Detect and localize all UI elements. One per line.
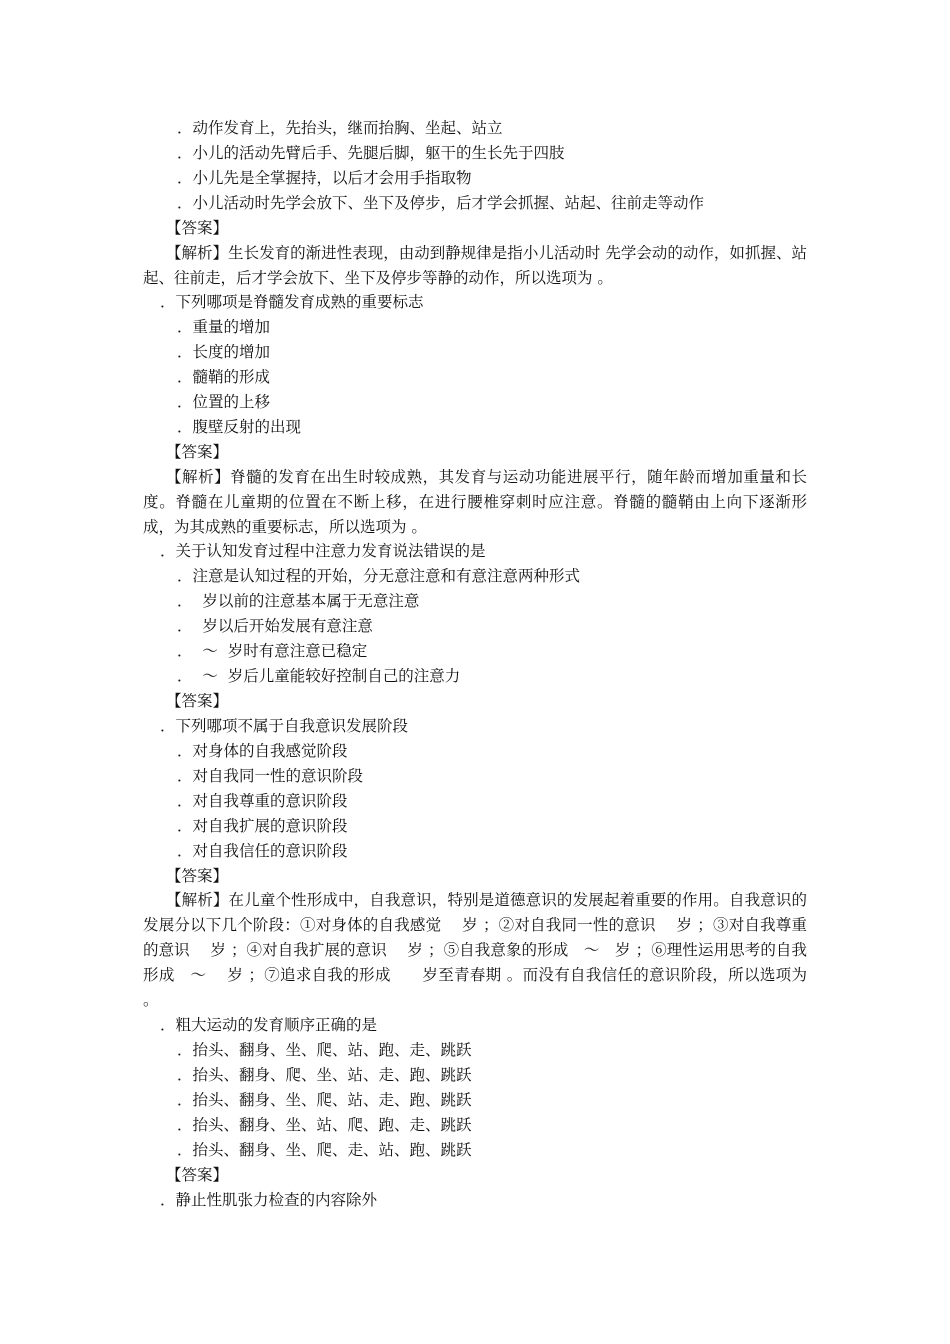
answer-label: 【答案】 xyxy=(166,692,229,710)
option-line: ．抬头、翻身、坐、爬、走、站、跑、跳跃 xyxy=(177,1141,472,1159)
option-line: ．腹壁反射的出现 xyxy=(177,418,302,436)
answer-label: 【答案】 xyxy=(166,219,229,237)
option-line: ．抬头、翻身、坐、站、爬、跑、走、跳跃 xyxy=(177,1116,472,1134)
option-line: ．小儿先是全掌握持，以后才会用手指取物 xyxy=(177,169,472,187)
option-line: ．小儿的活动先臂后手、先腿后脚，躯干的生长先于四肢 xyxy=(177,144,565,162)
option-line: ．对自我尊重的意识阶段 xyxy=(177,792,348,810)
option-line: ．重量的增加 xyxy=(177,318,271,336)
question-stem: ．下列哪项是脊髓发育成熟的重要标志 xyxy=(160,293,424,311)
option-line: ．抬头、翻身、坐、爬、站、走、跑、跳跃 xyxy=(177,1091,472,1109)
question-stem: ．粗大运动的发育顺序正确的是 xyxy=(160,1016,378,1034)
question-stem: ．关于认知发育过程中注意力发育说法错误的是 xyxy=(160,542,486,560)
explanation-paragraph: 【解析】生长发育的渐进性表现，由动到静规律是指小儿活动时 先学会动的动作，如抓握、站起、往前走，后才学会放下、坐下及停步等静的动作，所以选项为 。 xyxy=(143,244,807,287)
question-stem: ．下列哪项不属于自我意识发展阶段 xyxy=(160,717,409,735)
explanation-paragraph: 【解析】在儿童个性形成中，自我意识，特别是道德意识的发展起着重要的作用。自我意识的发展分以下几个阶段：①对身体的自我感觉 岁 ；②对自我同一性的意识 岁 ；③对自我尊重的意识 岁 ；④对自我扩展的意识 岁 ；⑤自我意象的形成 ～ 岁 ；⑥理性运用思考的自我形成 ～ 岁 ；⑦追求自我的形成 岁至青春期 。而没有自我信任的意识阶段，所以选项为 。 xyxy=(143,891,812,1009)
answer-label: 【答案】 xyxy=(166,443,229,461)
option-line: ．对自我信任的意识阶段 xyxy=(177,842,348,860)
option-line: ． 岁以后开始发展有意注意 xyxy=(177,617,373,635)
option-line: ．对自我同一性的意识阶段 xyxy=(177,767,364,785)
question-stem: ．静止性肌张力检查的内容除外 xyxy=(160,1191,378,1209)
option-line: ． ～ 岁后儿童能较好控制自己的注意力 xyxy=(177,667,461,685)
option-line: ．抬头、翻身、爬、坐、站、走、跑、跳跃 xyxy=(177,1066,472,1084)
option-line: ．注意是认知过程的开始，分无意注意和有意注意两种形式 xyxy=(177,567,581,585)
option-line: ．小儿活动时先学会放下、坐下及停步，后才学会抓握、站起、往前走等动作 xyxy=(177,194,705,212)
answer-label: 【答案】 xyxy=(166,1166,229,1184)
option-line: ．对身体的自我感觉阶段 xyxy=(177,742,348,760)
option-line: ． ～ 岁时有意注意已稳定 xyxy=(177,642,368,660)
option-line: ．位置的上移 xyxy=(177,393,271,411)
explanation-paragraph: 【解析】脊髓的发育在出生时较成熟，其发育与运动功能进展平行，随年龄而增加重量和长度。脊髓在儿童期的位置在不断上移，在进行腰椎穿刺时应注意。脊髓的髓鞘由上向下逐渐形成，为其成熟的重要标志，所以选项为 。 xyxy=(143,468,807,536)
option-line: ．髓鞘的形成 xyxy=(177,368,271,386)
answer-label: 【答案】 xyxy=(166,867,229,885)
option-line: ．长度的增加 xyxy=(177,343,271,361)
option-line: ．对自我扩展的意识阶段 xyxy=(177,817,348,835)
option-line: ．抬头、翻身、坐、爬、站、跑、走、跳跃 xyxy=(177,1041,472,1059)
option-line: ．动作发育上，先抬头，继而抬胸、坐起、站立 xyxy=(177,119,503,137)
option-line: ． 岁以前的注意基本属于无意注意 xyxy=(177,592,420,610)
